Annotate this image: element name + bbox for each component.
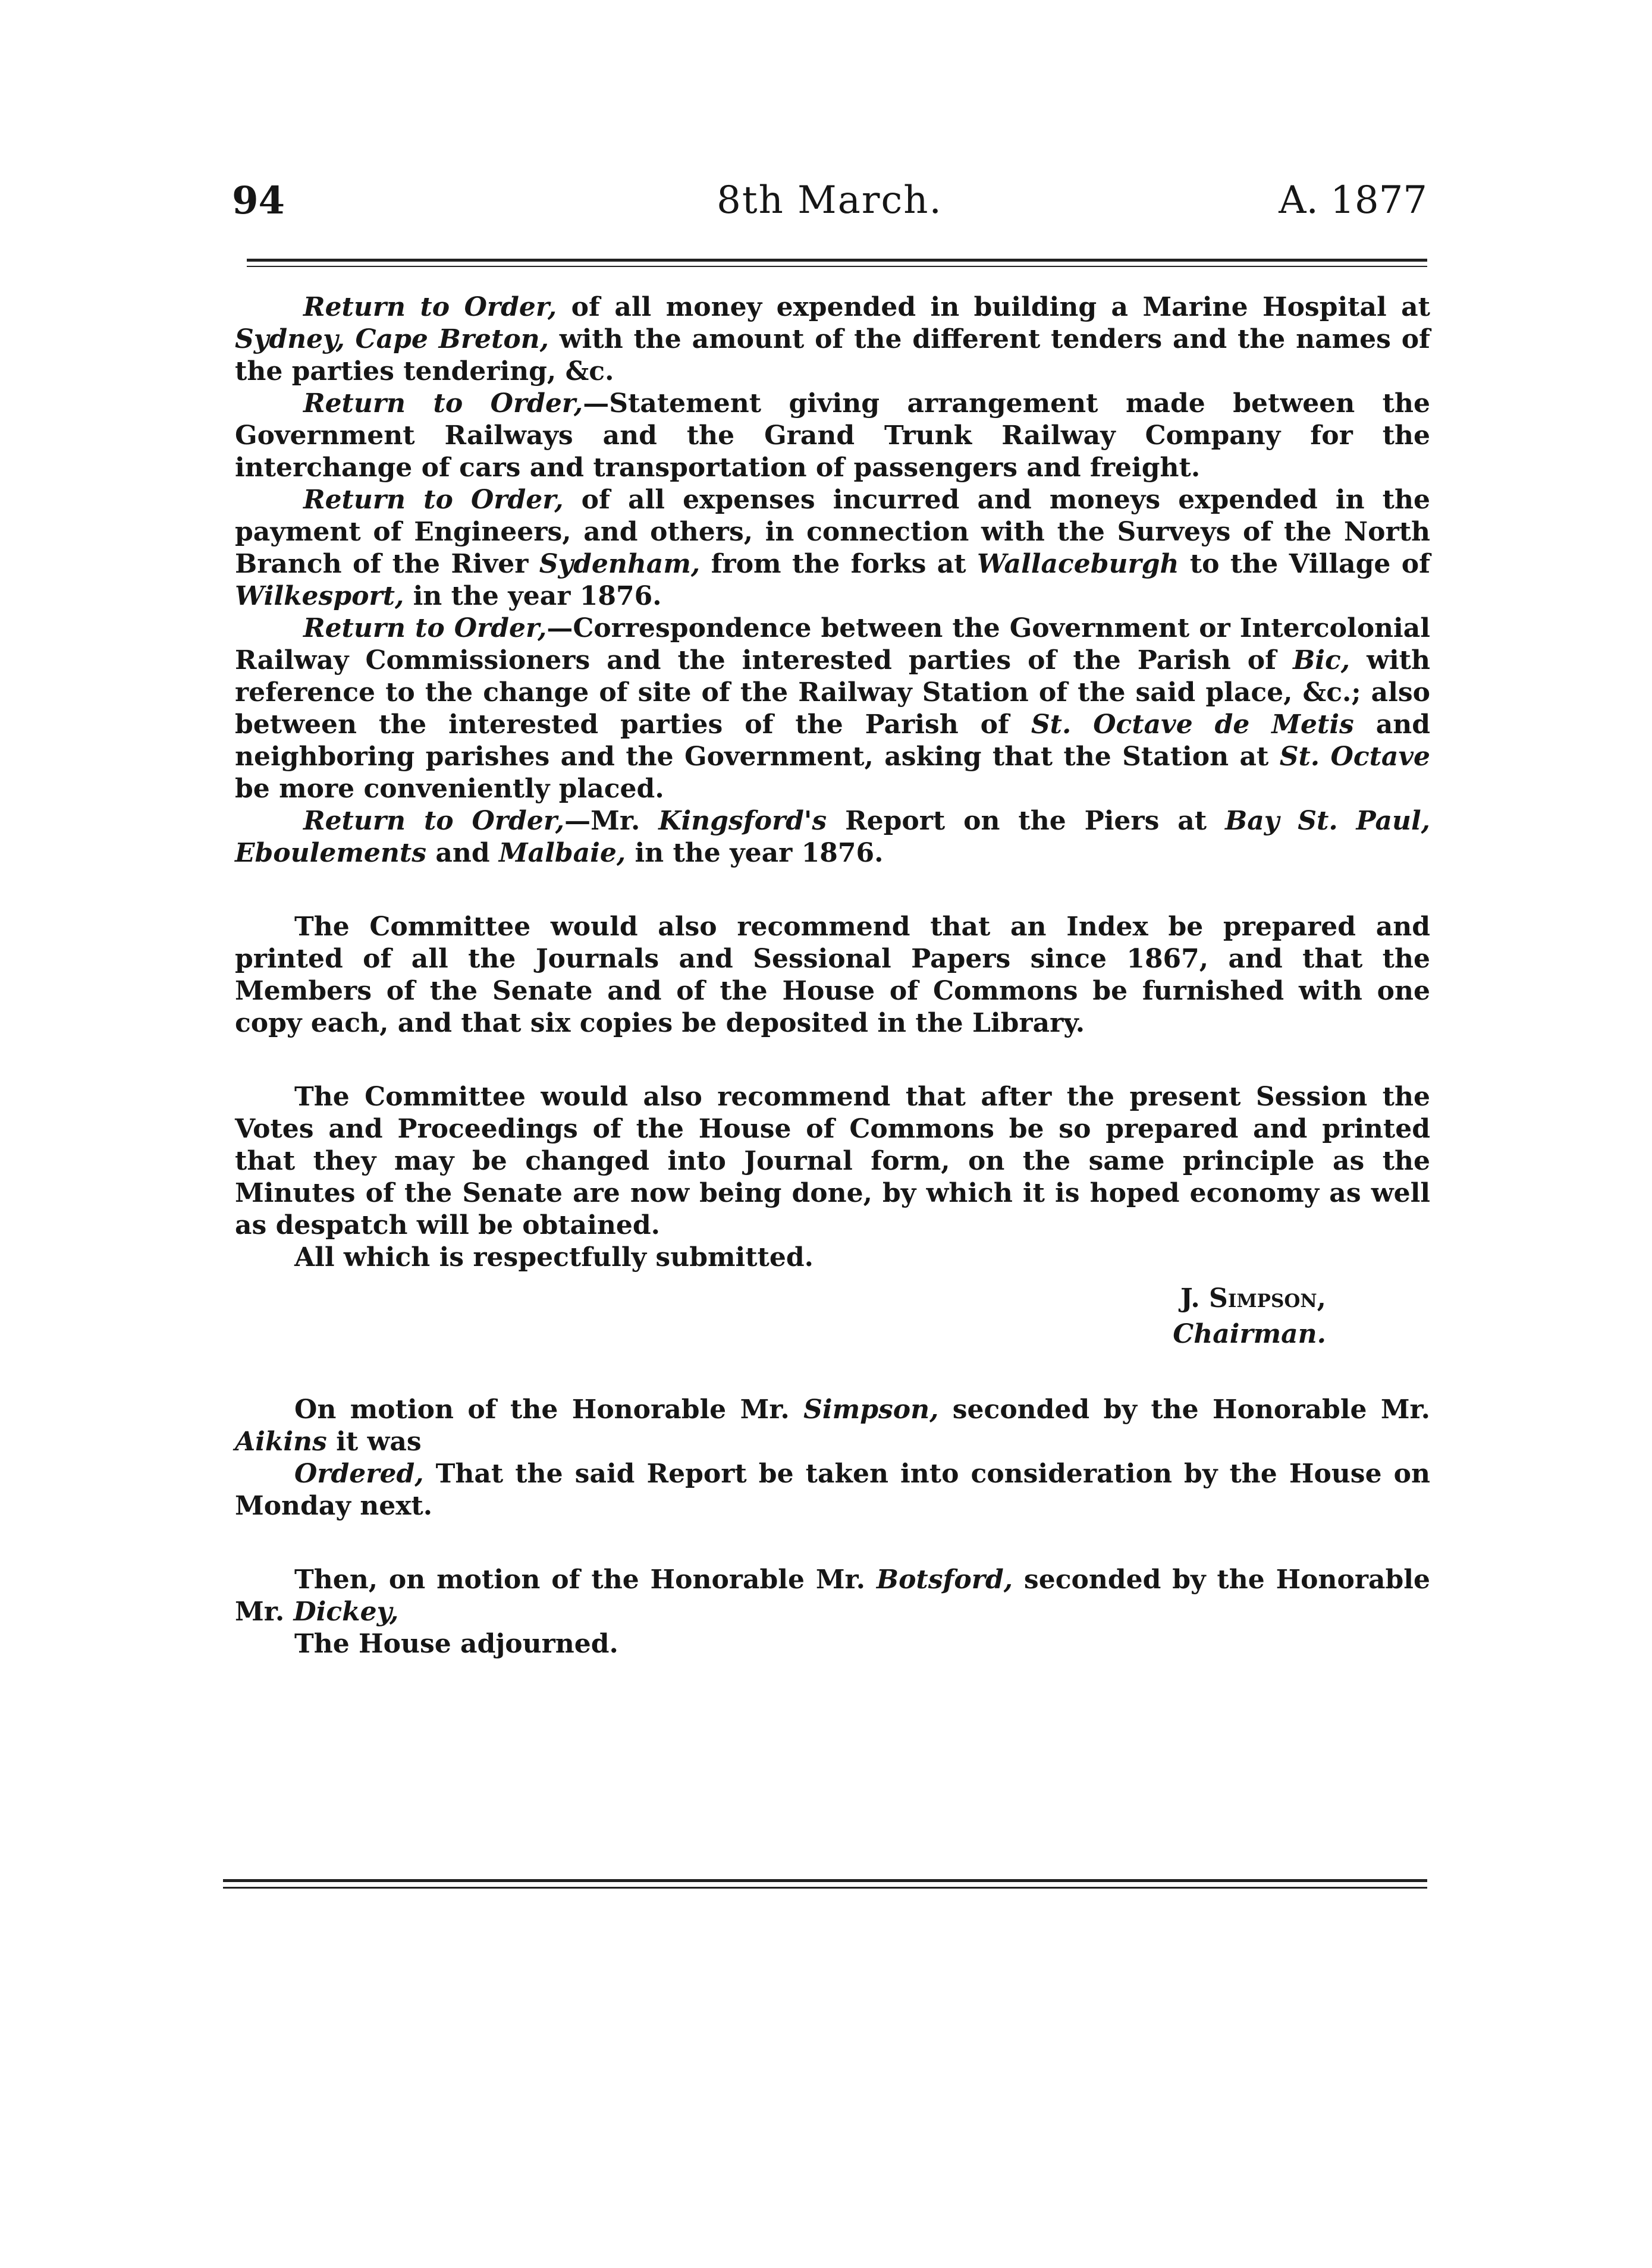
recommendation-index: The Committee would also recommend that an Index be prepared and printed of all the Journals and Sessional Papers since 1867, and that the Members of the Senate and of the House of Commons be furnished with one copy each, and that six copies be deposited in the Library. <box>235 912 1430 1038</box>
motion-text: seconded by the Honorable Mr. <box>235 1565 1430 1627</box>
return-item-grand-trunk <box>235 388 1430 484</box>
place-name: Bay St. Paul, Eboulements <box>235 806 1430 868</box>
recommendation-journal-form: The Committee would also recommend that after the present Session the Votes and Proceedings of the House of Commons be so prepared and printed that they may be changed into Journal form, on the same principle as the Minutes of the Senate are now being done, by which it is hoped economy as well as despatch will be obtained. <box>235 1082 1430 1240</box>
motion-text: it was <box>326 1427 422 1457</box>
return-text: with reference to the change of site of the Railway Station of the said place, &c.; also between the interested parties of the Parish of <box>235 645 1430 740</box>
seconder-name: Aikins <box>235 1427 327 1457</box>
motion-botsford <box>235 1564 1430 1628</box>
mover-name: Botsford, <box>876 1565 1013 1595</box>
mover-name: Simpson, <box>803 1394 939 1425</box>
return-item-bic-station <box>235 612 1430 805</box>
return-text: Report on the Piers at <box>827 806 1226 836</box>
return-intro: Return to Order, <box>303 806 565 836</box>
return-text: to the Village of <box>1179 549 1430 579</box>
motion-text: Then, on motion of the Honorable Mr. <box>294 1565 877 1595</box>
return-intro: Return to Order, <box>303 613 547 643</box>
return-intro: Return to Order, <box>303 485 564 515</box>
header-rule <box>247 259 1427 267</box>
place-name: Sydenham, <box>539 549 701 579</box>
order-consideration <box>235 1458 1430 1522</box>
motion-text: On motion of the Honorable Mr. <box>294 1394 804 1425</box>
year-label: A. 1877 <box>1279 178 1427 222</box>
return-text: of all expenses incurred and moneys expended in the payment of Engineers, and others, in connection with the Surveys of the North Branch of the River <box>235 485 1430 579</box>
return-intro: Return to Order, <box>303 388 583 419</box>
running-title-date: 8th March. <box>717 178 943 222</box>
order-word: Ordered, <box>294 1459 424 1489</box>
seconder-name: Dickey, <box>293 1597 399 1627</box>
place-name: Malbaie, <box>498 838 626 868</box>
page-number: 94 <box>232 178 285 223</box>
footer-rule <box>223 1879 1427 1889</box>
return-text: be more conveniently placed. <box>235 774 664 804</box>
motion-simpson <box>235 1394 1430 1458</box>
return-item-piers-report <box>235 805 1430 869</box>
journal-body <box>235 291 1430 1660</box>
return-text: with the amount of the different tenders and the names of the parties tendering, &c. <box>235 324 1430 387</box>
place-name: Wilkesport, <box>235 581 404 611</box>
signature-block <box>235 1281 1430 1352</box>
return-text: —Statement giving arrangement made between the Government Railways and the Grand Trunk Railway Company for the interchange of cars and transportation of passengers and freight. <box>235 388 1430 483</box>
return-text: and neighboring parishes and the Government, asking that the Station at <box>235 709 1431 772</box>
person-name: Kingsford's <box>658 806 827 836</box>
return-text: of all money expended in building a Marine Hospital at <box>557 292 1430 322</box>
place-name: Bic, <box>1293 645 1351 676</box>
return-item-sydenham-survey <box>235 484 1430 612</box>
return-intro: Return to Order, <box>303 292 557 322</box>
place-name: Sydney, Cape Breton, <box>235 324 549 354</box>
house-adjourned: The House adjourned. <box>294 1629 618 1659</box>
place-name: St. Octave <box>1279 742 1431 772</box>
return-text: —Correspondence between the Government or Intercolonial Railway Commissioners and the interested parties of the Parish of <box>235 613 1430 676</box>
closing-statement: All which is respectfully submitted. <box>294 1242 814 1273</box>
order-text: That the said Report be taken into consideration by the House on Monday next. <box>235 1459 1430 1521</box>
signatory-name: J. Simpson, <box>1180 1283 1326 1314</box>
return-text: from the forks at <box>700 549 977 579</box>
signatory-title: Chairman. <box>1173 1319 1326 1349</box>
place-name: Wallaceburgh <box>976 549 1179 579</box>
page-header <box>232 178 1427 250</box>
return-text: and <box>426 838 499 868</box>
return-item-marine-hospital <box>235 291 1430 388</box>
place-name: St. Octave de Metis <box>1031 709 1354 740</box>
motion-text: seconded by the Honorable Mr. <box>938 1394 1431 1425</box>
return-text: —Mr. <box>564 806 659 836</box>
return-text: in the year 1876. <box>404 581 662 611</box>
return-text: in the year 1876. <box>626 838 884 868</box>
